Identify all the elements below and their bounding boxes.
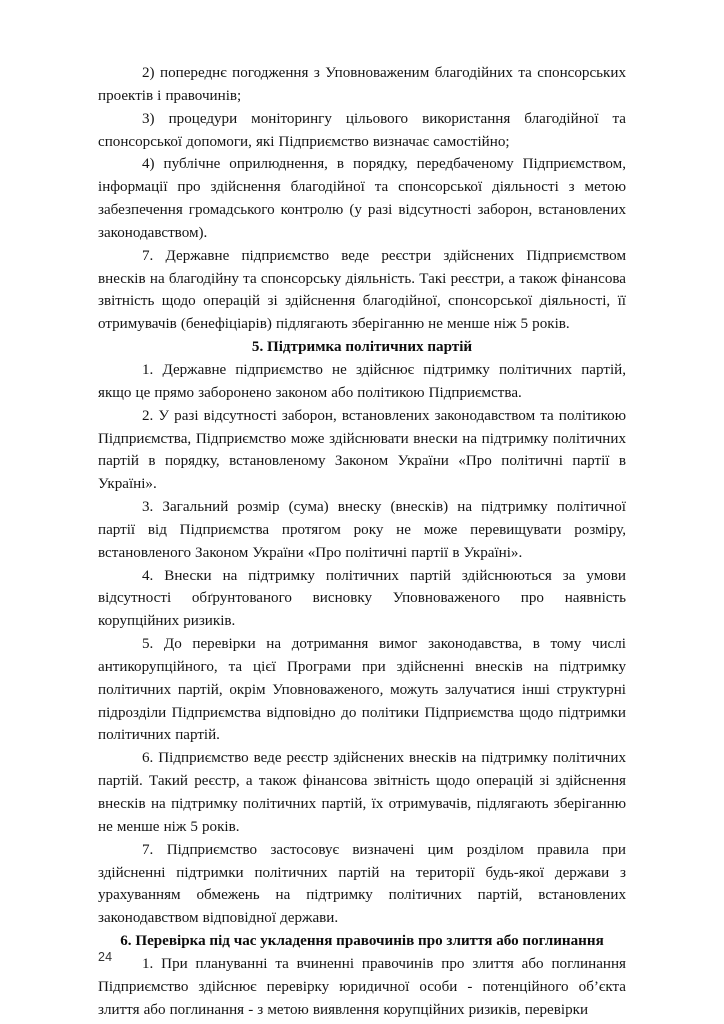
section5-paragraph-5: 5. До перевірки на дотримання вимог законодавства, в тому числі антикорупційного, та цієї Програми при здійсненні внесків на підтримку політичних партій, окрім Уповноваженого, можуть залучатися інші структурні підрозділи Підприємства відповідно до політики Підприємства щодо підтримки політичних партій. <box>98 636 626 744</box>
paragraph-item-2: 2) попереднє погодження з Уповноваженим благодійних та спонсорських проектів і правочинів; <box>98 65 626 104</box>
section5-paragraph-7: 7. Підприємство застосовує визначені цим розділом правила при здійсненні підтримки політичних партій на території будь-якої держави з урахуванням обмежень на підтримку політичних партій, встановлених законодавством відповідної держави. <box>98 841 626 927</box>
section5-paragraph-4: 4. Внески на підтримку політичних партій здійснюються за умови відсутності обґрунтованого висновку Уповноваженого про наявність корупційних ризиків. <box>98 567 626 630</box>
section5-paragraph-2: 2. У разі відсутності заборон, встановлених законодавством та політикою Підприємства, Підприємство може здійснювати внески на підтримку політичних партій в порядку, встановленому Законом України «Про політичні партії в Україні». <box>98 407 626 493</box>
section5-paragraph-3: 3. Загальний розмір (сума) внеску (внесків) на підтримку політичної партії від Підприємства протягом року не може перевищувати розміру, встановленого Законом України «Про політичні партії в Україні». <box>98 499 626 561</box>
section-heading-5: 5. Підтримка політичних партій <box>251 339 473 356</box>
section6-paragraph-1: 1. При плануванні та вчиненні правочинів про злиття або поглинання Підприємство здійснює перевірку юридичної особи - потенційного об’єкта злиття або поглинання - з метою виявлення корупційних ризиків, перевірки <box>98 955 626 1018</box>
section5-paragraph-1: 1. Державне підприємство не здійснює підтримку політичних партій, якщо це прямо заборонено законом або політикою Підприємства. <box>98 361 626 401</box>
section-heading-6: 6. Перевірка під час укладення правочинів про злиття або поглинання <box>120 933 604 950</box>
paragraph-item-3: 3) процедури моніторингу цільового використання благодійної та спонсорської допомоги, які Підприємство визначає самостійно; <box>98 110 626 150</box>
paragraph-item-7: 7. Державне підприємство веде реєстри здійснених Підприємством внесків на благодійну та спонсорську діяльність. Такі реєстри, а також фінансова звітність щодо операцій зі здійснення благодійної, спонсорської діяльності, її отримувачів (бенефіціарів) підлягають зберіганню не менше ніж 5 років. <box>98 247 626 333</box>
page-text-body <box>98 62 626 1021</box>
section5-paragraph-6: 6. Підприємство веде реєстр здійснених внесків на підтримку політичних партій. Такий реєстр, а також фінансова звітність щодо операцій зі здійснення внесків на підтримку політичних партій, їх отримувачів, підлягають зберіганню не менше ніж 5 років. <box>98 750 626 835</box>
paragraph-item-4: 4) публічне оприлюднення, в порядку, передбаченому Підприємством, інформації про здійснення благодійної та спонсорської діяльності з метою забезпечення громадського контролю (у разі відсутності заборон, встановлених законодавством). <box>98 156 626 241</box>
page-number: 24 <box>98 950 113 964</box>
